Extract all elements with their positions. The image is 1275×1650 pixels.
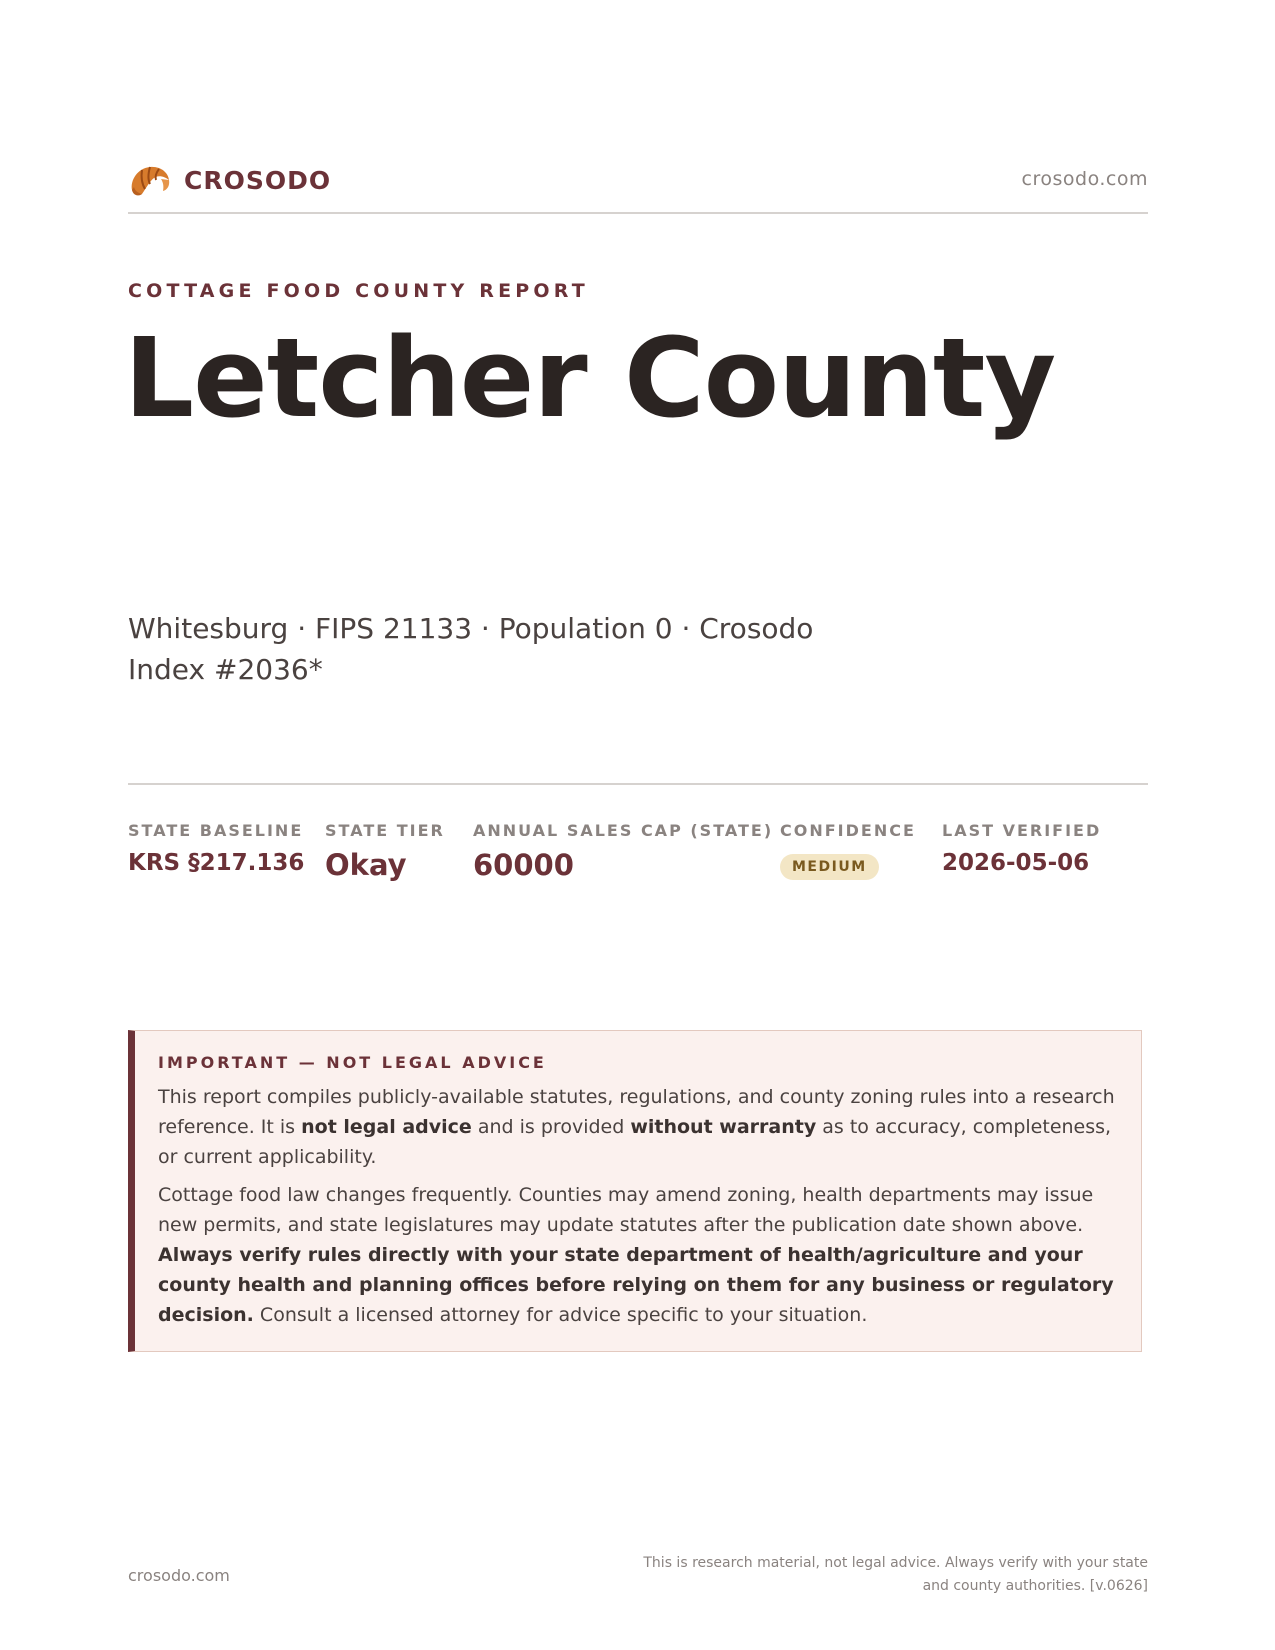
stat-state-tier — [325, 821, 445, 882]
notice-heading: IMPORTANT — NOT LEGAL ADVICE — [158, 1053, 547, 1072]
stat-value: 60000 — [473, 848, 574, 882]
notice-emphasis: not legal advice — [301, 1116, 472, 1138]
notice-text: and is provided — [471, 1116, 631, 1138]
report-eyebrow: COTTAGE FOOD COUNTY REPORT — [128, 280, 589, 302]
notice-text: as to accuracy, completeness, or current applicability. — [158, 1116, 1112, 1168]
brand-name: CROSODO — [184, 165, 332, 195]
stat-value: 2026-05-06 — [942, 850, 1090, 876]
stat-label: CONFIDENCE — [780, 821, 916, 840]
confidence-badge: MEDIUM — [780, 854, 879, 880]
notice-text: Consult a licensed attorney for advice specific to your situation. — [253, 1304, 868, 1326]
brand — [128, 160, 331, 200]
report-page — [124, 0, 1148, 1650]
footer-site: crosodo.com — [128, 1566, 230, 1585]
stat-value: Okay — [325, 848, 407, 882]
stat-label: STATE BASELINE — [128, 821, 304, 840]
stat-label: ANNUAL SALES CAP (STATE) — [473, 821, 774, 840]
legal-notice — [128, 1030, 1142, 1352]
page-title: Letcher County — [124, 314, 1056, 442]
stat-confidence — [780, 821, 916, 880]
notice-paragraph — [158, 1180, 1118, 1330]
notice-emphasis: without warranty — [630, 1116, 817, 1138]
stat-annual-sales-cap — [473, 821, 773, 882]
notice-text: This report compiles publicly-available statutes, regulations, and county zoning rules into a research reference. It is — [158, 1086, 1115, 1138]
stat-label: STATE TIER — [325, 821, 445, 840]
stat-state-baseline — [128, 821, 304, 876]
croissant-icon — [128, 160, 172, 200]
site-url: crosodo.com — [1021, 168, 1148, 190]
notice-emphasis: Always verify rules directly with your state department of health/agriculture and your county health and planning offices before relying on them for any business or regulatory decision. — [158, 1244, 1114, 1326]
footer-disclaimer: This is research material, not legal advice. Always verify with your state and county authorities. [v.0626] — [643, 1555, 1148, 1594]
notice-text: Cottage food law changes frequently. Counties may amend zoning, health departments may issue new permits, and state legislatures may update statutes after the publication date shown above. — [158, 1184, 1094, 1236]
notice-paragraph — [158, 1082, 1118, 1172]
page-header — [128, 158, 1148, 214]
stat-last-verified — [942, 821, 1101, 876]
stats-row — [128, 783, 1148, 895]
stat-label: LAST VERIFIED — [942, 821, 1102, 840]
report-subtitle: Whitesburg · FIPS 21133 · Population 0 · Crosodo Index #2036* — [128, 612, 814, 686]
stat-value: KRS §217.136 — [128, 850, 305, 876]
